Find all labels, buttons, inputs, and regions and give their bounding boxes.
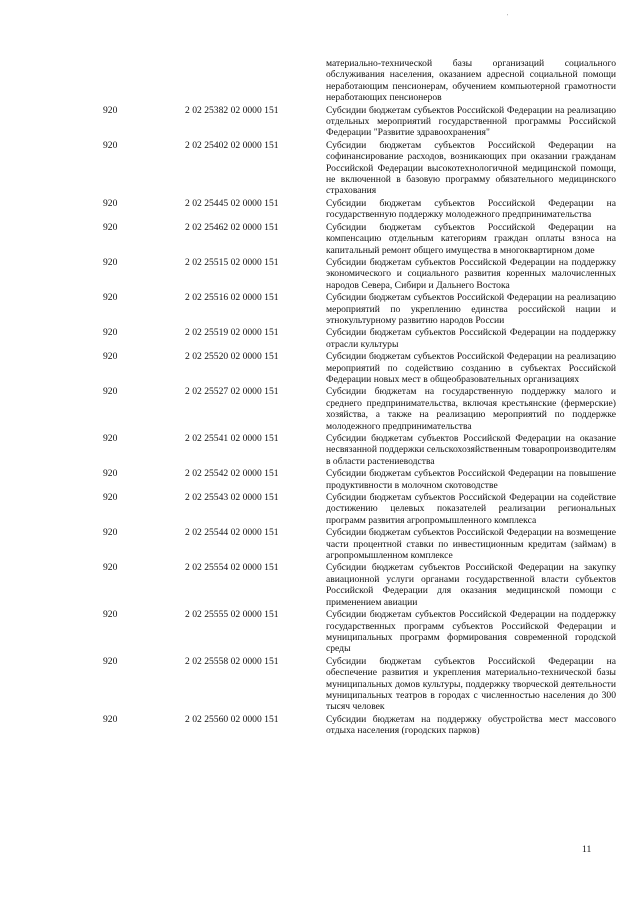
table-row [0,492,640,526]
page-number: 11 [582,844,592,855]
table-row [0,527,640,561]
table-row [0,656,640,713]
row-description: Субсидии бюджетам субъектов Российской Федерации на возмещение части процентной ставки по инвестиционным кредитам (займам) в агропромышленном комплексе [326,527,616,562]
admin-code: 920 [103,256,118,268]
budget-code: 2 02 25554 02 0000 151 [185,562,279,574]
budget-code: 2 02 25543 02 0000 151 [185,492,279,504]
table-row [0,714,640,737]
budget-code: 2 02 25555 02 0000 151 [185,609,279,621]
row-description: Субсидии бюджетам субъектов Российской Федерации на обеспечение развития и укрепления материально-технической базы муниципальных домов культуры, поддержку творческой деятельности муниципальных театров в городах с численностью населения до 300 тысяч человек [326,655,616,713]
admin-code: 920 [103,609,118,621]
table-row [0,433,640,467]
budget-code: 2 02 25541 02 0000 151 [185,433,279,444]
budget-code: 2 02 25542 02 0000 151 [185,468,279,480]
admin-code: 920 [103,386,118,398]
admin-code: 920 [103,655,118,667]
budget-code: 2 02 25558 02 0000 151 [185,655,279,667]
row-description: Субсидии бюджетам субъектов Российской Федерации на поддержку государственных программ субъектов Российской Федерации и муниципальных программ формирования современной городской среды [326,609,616,655]
table-row [0,222,640,256]
admin-code: 920 [103,327,118,339]
budget-code: 2 02 25516 02 0000 151 [185,292,279,304]
row-description: Субсидии бюджетам субъектов Российской Федерации на реализацию мероприятий по укреплению единства российской нации и этнокультурному развитию народов России [326,292,616,326]
admin-code: 920 [103,433,118,444]
admin-code: 920 [103,713,118,725]
budget-code: 2 02 25382 02 0000 151 [185,104,279,116]
table-row [0,468,640,491]
admin-code: 920 [103,468,118,480]
admin-code: 920 [103,492,118,504]
admin-code: 920 [103,221,118,233]
table-row [0,140,640,197]
admin-code: 920 [103,292,118,304]
budget-code: 2 02 25520 02 0000 151 [185,351,279,363]
row-description: Субсидии бюджетам субъектов Российской Федерации на компенсацию отдельным категориям граждан оплаты взноса на капитальный ремонт общего имущества в многоквартирном доме [326,221,616,256]
table-row [0,257,640,291]
admin-code: 920 [103,527,118,539]
row-description: Субсидии бюджетам субъектов Российской Федерации на государственную поддержку молодежного предпринимательства [326,197,616,221]
budget-code: 2 02 25445 02 0000 151 [185,197,279,209]
budget-code: 2 02 25560 02 0000 151 [185,713,279,725]
row-description: Субсидии бюджетам субъектов Российской Федерации на реализацию отдельных мероприятий государственной программы Российской Федерации "Развитие здравоохранения" [326,104,616,139]
table-body [0,58,640,738]
row-description: Субсидии бюджетам субъектов Российской Федерации на закупку авиационной услуги органами государственной власти субъектов Российской Федерации для оказания медицинской помощи с применением авиации [326,562,616,608]
budget-code: 2 02 25462 02 0000 151 [185,221,279,233]
admin-code: 920 [103,562,118,574]
budget-code: 2 02 25515 02 0000 151 [185,256,279,268]
row-description: Субсидии бюджетам субъектов Российской Федерации на повышение продуктивности в молочном скотоводстве [326,468,616,491]
row-description: Субсидии бюджетам на государственную поддержку малого и среднего предпринимательства, включая крестьянские (фермерские) хозяйства, а также на реализацию мероприятий по поддержке молодежного предпринимательства [326,386,616,432]
row-description: Субсидии бюджетам субъектов Российской Федерации на содействие достижению целевых показателей реализации региональных программ развития агропромышленного комплекса [326,492,616,526]
table-row [0,351,640,385]
continuation-text: материально-технической базы организаций социального обслуживания населения, оказанием адресной социальной помощи неработающим пенсионерам, обучением компьютерной грамотности неработающих пенсионеров [326,58,616,104]
table-row [0,609,640,655]
row-description: Субсидии бюджетам субъектов Российской Федерации на оказание несвязанной поддержки сельскохозяйственным товаропроизводителям в области растениеводства [326,433,616,467]
admin-code: 920 [103,104,118,116]
budget-code: 2 02 25544 02 0000 151 [185,527,279,539]
row-description: Субсидии бюджетам субъектов Российской Федерации на реализацию мероприятий по содействию созданию в субъектах Российской Федерации новых мест в общеобразовательных организациях [326,351,616,385]
row-description: Субсидии бюджетам субъектов Российской Федерации на софинансирование расходов, возникающих при оказании гражданам Российской Федерации высокотехнологичной медицинской помощи, не включенной в базовую программу обязательного медицинского страхования [326,139,616,197]
table-row [0,562,640,608]
scan-mark: ' [507,14,509,20]
admin-code: 920 [103,139,118,151]
table-row [0,198,640,221]
budget-code: 2 02 25527 02 0000 151 [185,386,279,398]
row-description: Субсидии бюджетам на поддержку обустройства мест массового отдыха населения (городских парков) [326,713,616,737]
admin-code: 920 [103,351,118,363]
table-row [0,327,640,350]
table-row [0,105,640,139]
budget-code: 2 02 25402 02 0000 151 [185,139,279,151]
budget-code: 2 02 25519 02 0000 151 [185,327,279,339]
continuation-row [0,58,640,104]
table-row [0,386,640,432]
table-row [0,292,640,326]
row-description: Субсидии бюджетам субъектов Российской Федерации на поддержку экономического и социального развития коренных малочисленных народов Севера, Сибири и Дальнего Востока [326,256,616,291]
row-description: Субсидии бюджетам субъектов Российской Федерации на поддержку отрасли культуры [326,327,616,350]
admin-code: 920 [103,197,118,209]
